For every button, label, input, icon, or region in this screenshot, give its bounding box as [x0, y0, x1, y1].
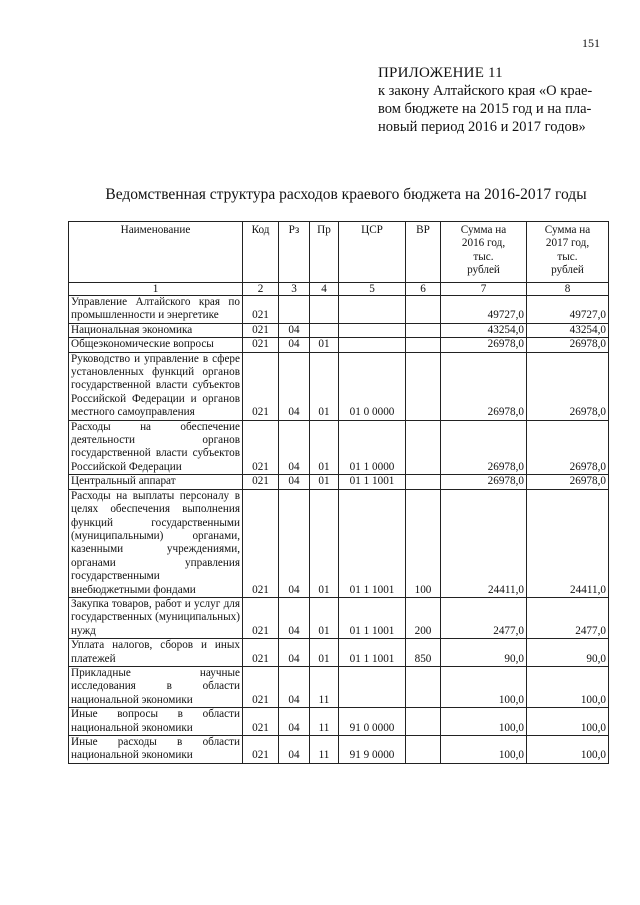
row-kod: 021 — [243, 708, 279, 736]
row-sum-2016: 43254,0 — [441, 323, 527, 337]
row-sum-2017: 49727,0 — [527, 296, 609, 324]
column-number: 6 — [406, 283, 441, 296]
table-row — [69, 420, 609, 475]
row-csr: 01 1 0000 — [339, 420, 406, 475]
row-name: Уплата налогов, сборов и иных платежей — [69, 639, 243, 667]
header-sum-2016-line: Сумма на — [460, 224, 507, 236]
row-rz: 04 — [279, 475, 310, 489]
table-row — [69, 296, 609, 324]
table-row — [69, 736, 609, 764]
row-sum-2016: 26978,0 — [441, 420, 527, 475]
column-number: 5 — [339, 283, 406, 296]
row-pr: 01 — [310, 352, 339, 420]
document-title: Ведомственная структура расходов краевого бюджета на 2016-2017 годы — [105, 186, 587, 203]
row-sum-2017: 100,0 — [527, 666, 609, 707]
header-csr: ЦСР — [339, 222, 406, 283]
row-sum-2016: 100,0 — [441, 708, 527, 736]
row-vr: 200 — [406, 597, 441, 638]
row-vr — [406, 475, 441, 489]
row-vr — [406, 296, 441, 324]
row-sum-2016: 24411,0 — [441, 489, 527, 597]
row-rz: 04 — [279, 352, 310, 420]
row-sum-2016: 49727,0 — [441, 296, 527, 324]
row-kod: 021 — [243, 639, 279, 667]
row-csr: 01 0 0000 — [339, 352, 406, 420]
row-rz: 04 — [279, 323, 310, 337]
row-name: Закупка товаров, работ и услуг для государственных (муниципальных) нужд — [69, 597, 243, 638]
row-vr: 100 — [406, 489, 441, 597]
row-sum-2017: 100,0 — [527, 708, 609, 736]
row-rz: 04 — [279, 708, 310, 736]
row-sum-2016: 100,0 — [441, 736, 527, 764]
row-sum-2017: 26978,0 — [527, 420, 609, 475]
row-name: Руководство и управление в сфере установленных функций органов государственной власти субъектов Российской Федерации и органов местного самоуправления — [69, 352, 243, 420]
row-sum-2017: 43254,0 — [527, 323, 609, 337]
header-kod: Код — [243, 222, 279, 283]
row-kod: 021 — [243, 736, 279, 764]
row-vr: 850 — [406, 639, 441, 667]
row-csr: 91 0 0000 — [339, 708, 406, 736]
row-name: Прикладные научные исследования в области национальной экономики — [69, 666, 243, 707]
row-name: Общеэкономические вопросы — [69, 338, 243, 352]
row-csr: 91 9 0000 — [339, 736, 406, 764]
row-sum-2017: 26978,0 — [527, 352, 609, 420]
row-sum-2016: 26978,0 — [441, 475, 527, 489]
row-csr: 01 1 1001 — [339, 489, 406, 597]
row-vr — [406, 708, 441, 736]
header-sum-2017-line: Сумма на — [544, 224, 591, 236]
row-name: Центральный аппарат — [69, 475, 243, 489]
header-sum-2016 — [441, 222, 527, 283]
row-vr — [406, 323, 441, 337]
row-sum-2017: 90,0 — [527, 639, 609, 667]
row-vr — [406, 736, 441, 764]
appendix-line: к закону Алтайского края «О крае- — [378, 83, 593, 99]
row-vr — [406, 666, 441, 707]
header-sum-2017-line: 2017 год, — [545, 237, 590, 250]
row-pr: 11 — [310, 666, 339, 707]
header-sum-2017-line: тыс. — [557, 250, 578, 263]
row-rz: 04 — [279, 489, 310, 597]
row-csr: 01 1 1001 — [339, 475, 406, 489]
row-kod: 021 — [243, 352, 279, 420]
row-sum-2017: 26978,0 — [527, 475, 609, 489]
row-pr: 11 — [310, 736, 339, 764]
row-csr — [339, 338, 406, 352]
column-number: 4 — [310, 283, 339, 296]
column-number: 7 — [441, 283, 527, 296]
table-row — [69, 708, 609, 736]
row-rz: 04 — [279, 338, 310, 352]
column-number: 3 — [279, 283, 310, 296]
header-rz: Рз — [279, 222, 310, 283]
header-vr: ВР — [406, 222, 441, 283]
appendix-block — [378, 64, 618, 136]
row-pr: 01 — [310, 475, 339, 489]
row-sum-2016: 26978,0 — [441, 352, 527, 420]
header-sum-2017 — [527, 222, 609, 283]
row-pr: 01 — [310, 639, 339, 667]
row-rz — [279, 296, 310, 324]
row-kod: 021 — [243, 666, 279, 707]
row-pr — [310, 323, 339, 337]
row-rz: 04 — [279, 420, 310, 475]
row-vr — [406, 420, 441, 475]
row-kod: 021 — [243, 296, 279, 324]
row-kod: 021 — [243, 475, 279, 489]
row-name: Иные расходы в области национальной экономики — [69, 736, 243, 764]
table-row — [69, 323, 609, 337]
appendix-line: вом бюджете на 2015 год и на пла- — [378, 101, 592, 117]
row-pr: 01 — [310, 338, 339, 352]
page-number: 151 — [582, 36, 600, 50]
table-row — [69, 597, 609, 638]
table-row — [69, 666, 609, 707]
column-number-row — [69, 283, 609, 296]
row-pr — [310, 296, 339, 324]
row-name: Управление Алтайского края по промышленности и энергетике — [69, 296, 243, 324]
header-row — [69, 222, 609, 283]
budget-table — [68, 221, 609, 764]
row-sum-2016: 100,0 — [441, 666, 527, 707]
row-name: Расходы на обеспечение деятельности органов государственной власти субъектов Российской Федерации — [69, 420, 243, 475]
row-kod: 021 — [243, 597, 279, 638]
row-pr: 01 — [310, 597, 339, 638]
row-rz: 04 — [279, 666, 310, 707]
row-csr — [339, 323, 406, 337]
row-sum-2016: 26978,0 — [441, 338, 527, 352]
header-pr: Пр — [310, 222, 339, 283]
appendix-title: ПРИЛОЖЕНИЕ 11 — [378, 65, 503, 81]
header-sum-2016-line: тыс. — [473, 250, 494, 263]
row-vr — [406, 338, 441, 352]
column-number: 8 — [527, 283, 609, 296]
row-vr — [406, 352, 441, 420]
row-sum-2016: 2477,0 — [441, 597, 527, 638]
row-csr — [339, 666, 406, 707]
row-csr — [339, 296, 406, 324]
row-sum-2017: 2477,0 — [527, 597, 609, 638]
column-number: 2 — [243, 283, 279, 296]
row-rz: 04 — [279, 639, 310, 667]
row-sum-2017: 26978,0 — [527, 338, 609, 352]
row-pr: 01 — [310, 489, 339, 597]
row-pr: 01 — [310, 420, 339, 475]
row-sum-2016: 90,0 — [441, 639, 527, 667]
header-name: Наименование — [69, 222, 243, 283]
row-csr: 01 1 1001 — [339, 639, 406, 667]
column-number: 1 — [69, 283, 243, 296]
row-kod: 021 — [243, 338, 279, 352]
row-kod: 021 — [243, 489, 279, 597]
table-row — [69, 639, 609, 667]
row-name: Расходы на выплаты персоналу в целях обеспечения выполнения функций государственными (муниципальными) органами, казенными учреждениями, органами управления государственными внебюджетными фондами — [69, 489, 243, 597]
row-kod: 021 — [243, 323, 279, 337]
header-sum-2016-line: рублей — [467, 264, 500, 277]
table-row — [69, 352, 609, 420]
table-row — [69, 489, 609, 597]
appendix-line: новый период 2016 и 2017 годов» — [378, 119, 586, 135]
row-name: Иные вопросы в области национальной экономики — [69, 708, 243, 736]
table-row — [69, 475, 609, 489]
row-sum-2017: 24411,0 — [527, 489, 609, 597]
row-csr: 01 1 1001 — [339, 597, 406, 638]
header-sum-2016-line: 2016 год, — [461, 237, 506, 250]
row-sum-2017: 100,0 — [527, 736, 609, 764]
row-name: Национальная экономика — [69, 323, 243, 337]
row-rz: 04 — [279, 597, 310, 638]
row-kod: 021 — [243, 420, 279, 475]
table-row — [69, 338, 609, 352]
header-sum-2017-line: рублей — [551, 264, 584, 277]
row-pr: 11 — [310, 708, 339, 736]
row-rz: 04 — [279, 736, 310, 764]
